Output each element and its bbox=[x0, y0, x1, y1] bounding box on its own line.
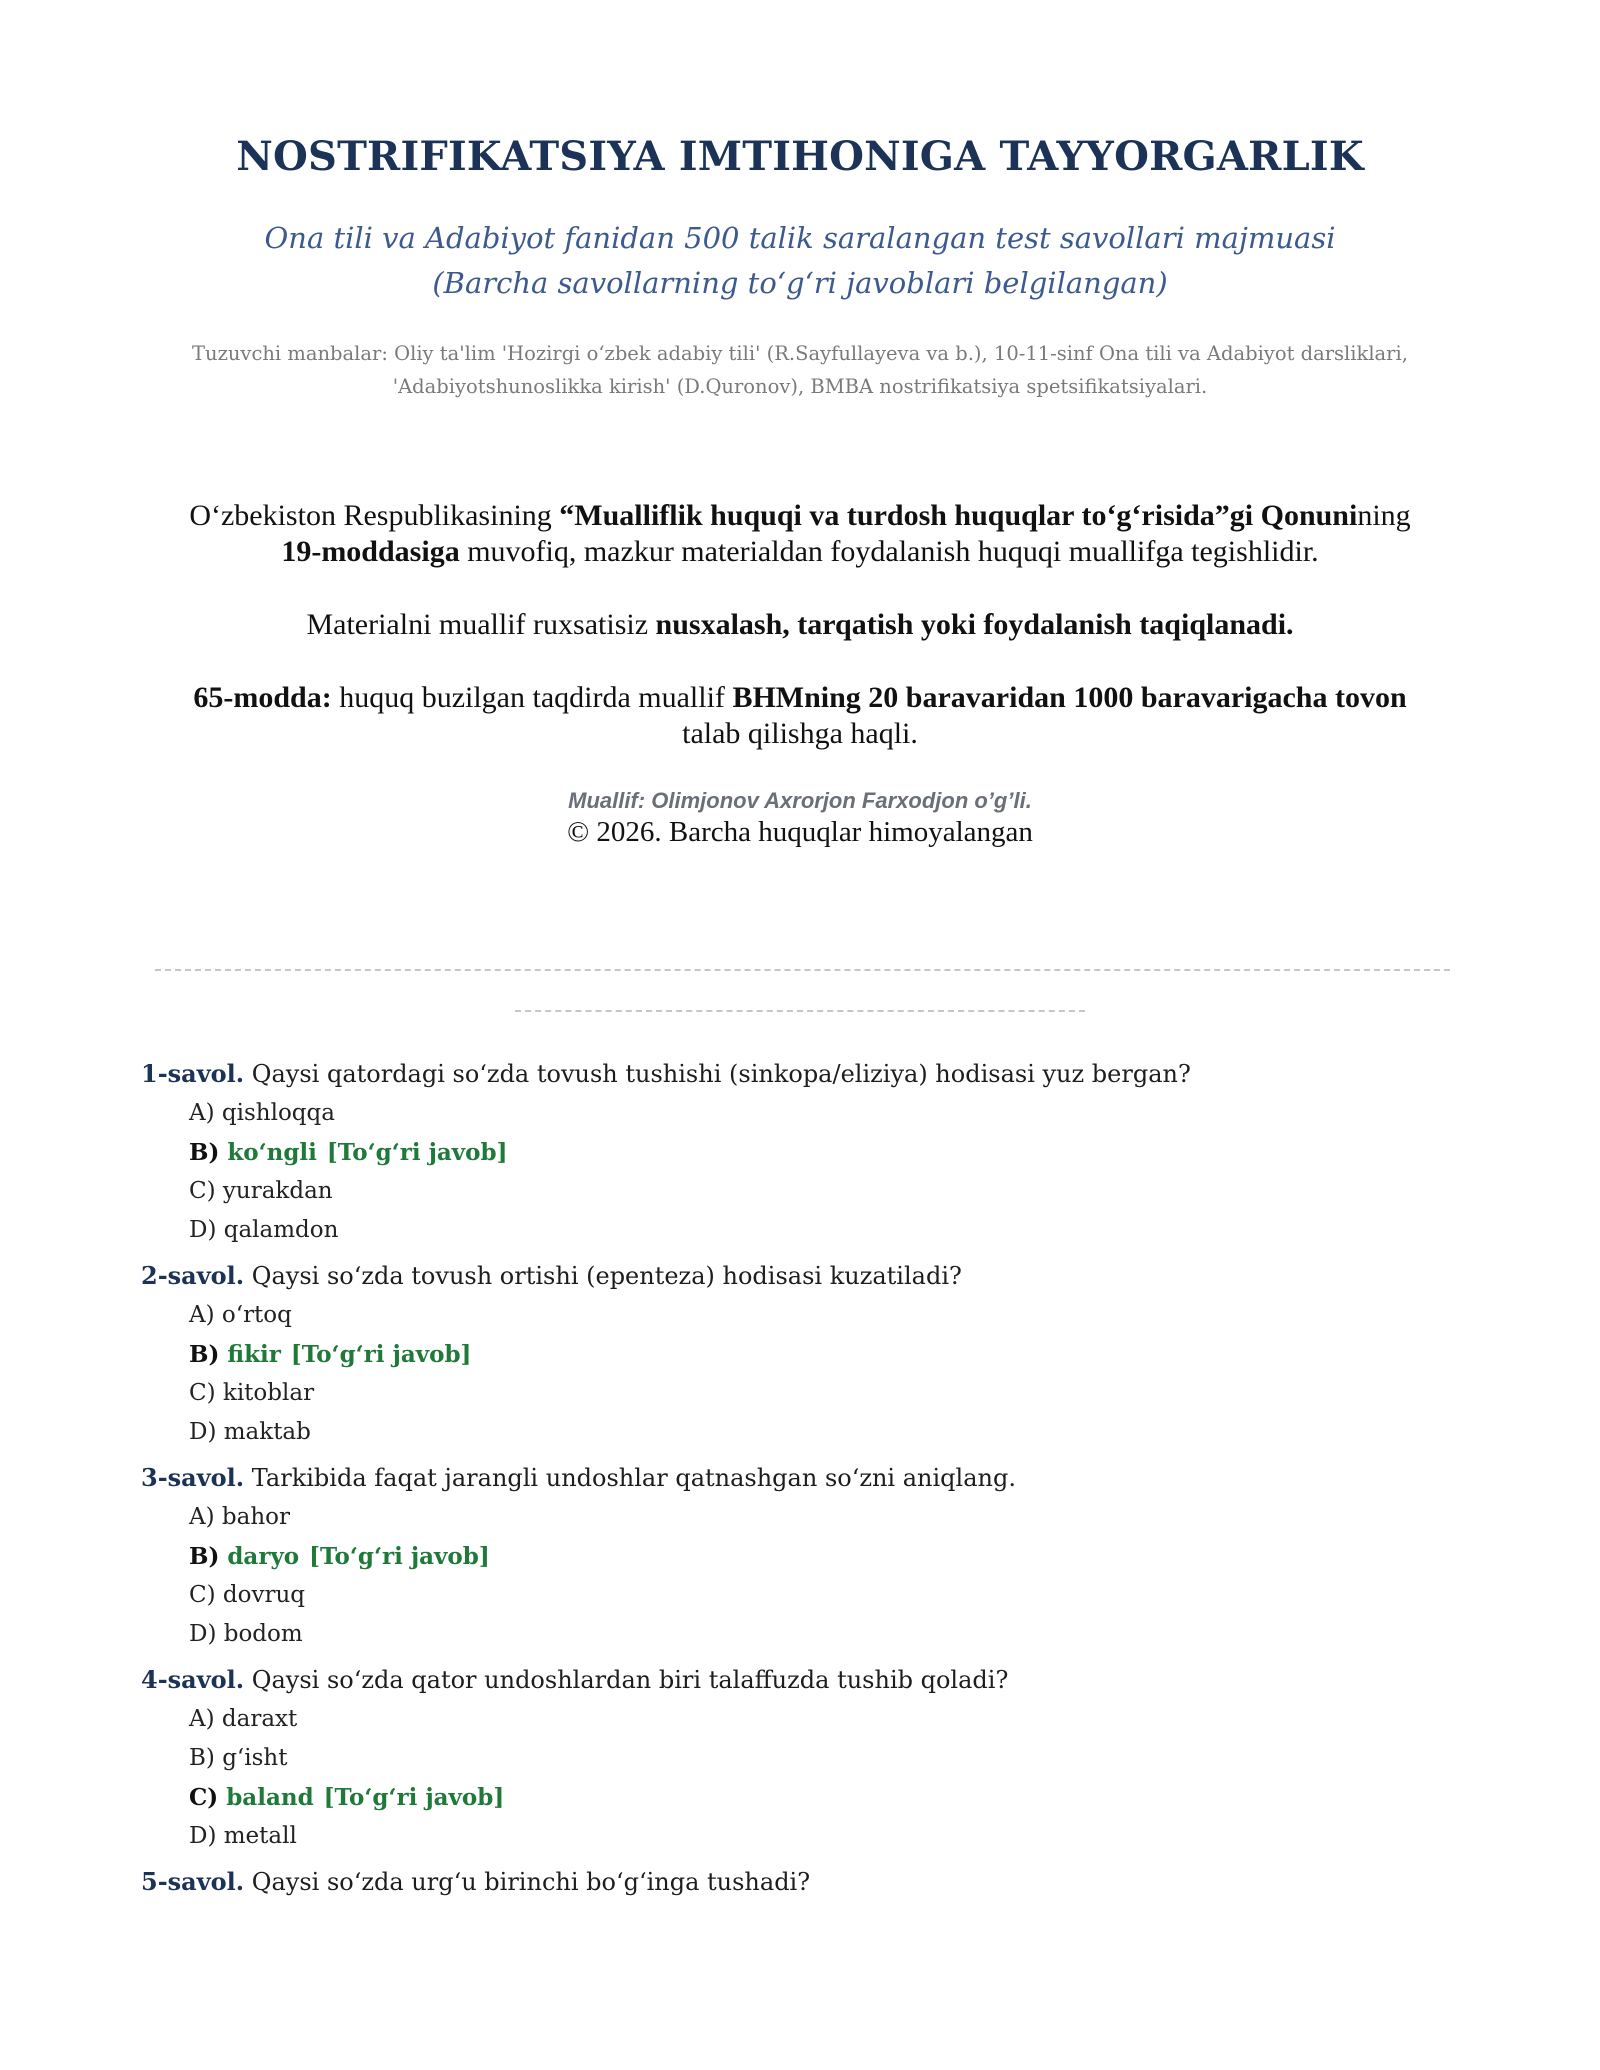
option-text: daryo bbox=[227, 1543, 300, 1570]
dashed-divider bbox=[515, 1010, 1085, 1012]
option-text: qalamdon bbox=[223, 1217, 339, 1243]
author-line: Muallif: Olimjonov Axrorjon Farxodjon o’g’li. bbox=[568, 788, 1032, 813]
question-item bbox=[141, 1256, 1481, 1452]
option-text: yurakdan bbox=[222, 1178, 333, 1204]
answer-option bbox=[189, 1817, 1481, 1856]
document-subtitle-note: (Barcha savollarning to‘g‘ri javoblari belgilangan) bbox=[432, 266, 1168, 300]
option-text: kitoblar bbox=[222, 1380, 315, 1406]
option-letter: C) bbox=[189, 1582, 216, 1608]
option-text: daraxt bbox=[221, 1706, 298, 1732]
answer-option bbox=[189, 1576, 1481, 1615]
answer-option-correct bbox=[189, 1537, 1481, 1576]
option-text: fikir bbox=[227, 1341, 281, 1368]
question-body: Qaysi so‘zda urg‘u birinchi bo‘g‘inga tushadi? bbox=[244, 1868, 811, 1896]
legal-text: ning bbox=[1357, 499, 1411, 532]
question-item bbox=[141, 1054, 1481, 1250]
option-letter: A) bbox=[189, 1302, 215, 1328]
legal-text: talab qilishga haqli. bbox=[682, 717, 918, 750]
question-text bbox=[141, 1458, 1481, 1498]
answer-option bbox=[189, 1296, 1481, 1335]
correct-answer-tag: [To‘g‘ri javob] bbox=[290, 1341, 472, 1368]
prohibition-text: nusxalash, tarqatish yoki foydalanish taqiqlanadi. bbox=[655, 608, 1294, 641]
question-item bbox=[141, 1862, 1481, 1902]
prohibition-paragraph bbox=[120, 607, 1480, 643]
answer-option bbox=[189, 1700, 1481, 1739]
option-letter: B) bbox=[189, 1341, 220, 1368]
article-ref: 19-moddasiga bbox=[281, 535, 460, 568]
question-text bbox=[141, 1256, 1481, 1296]
penalty-paragraph bbox=[120, 680, 1480, 752]
question-number: 5-savol. bbox=[141, 1867, 245, 1896]
option-letter: B) bbox=[189, 1543, 220, 1570]
question-body: Qaysi so‘zda qator undoshlardan biri talaffuzda tushib qoladi? bbox=[244, 1666, 1009, 1694]
option-letter: B) bbox=[189, 1139, 220, 1166]
question-body: Qaysi so‘zda tovush ortishi (epenteza) hodisasi kuzatiladi? bbox=[244, 1262, 962, 1290]
question-body: Tarkibida faqat jarangli undoshlar qatnashgan so‘zni aniqlang. bbox=[244, 1464, 1016, 1492]
correct-answer-tag: [To‘g‘ri javob] bbox=[323, 1784, 505, 1811]
sources-line: Tuzuvchi manbalar: Oliy ta'lim 'Hozirgi o‘zbek adabiy tili' (R.Sayfullayeva va b.), 10-11-sinf Ona tili va Adabiyot darsliklari, bbox=[192, 342, 1408, 365]
questions-list bbox=[141, 1054, 1481, 1908]
copyright-line: © 2026. Barcha huquqlar himoyalangan bbox=[567, 816, 1033, 848]
question-number: 3-savol. bbox=[141, 1463, 245, 1492]
answer-option-correct bbox=[189, 1778, 1481, 1817]
option-text: bahor bbox=[221, 1504, 290, 1530]
answer-option-correct bbox=[189, 1335, 1481, 1374]
answer-option bbox=[189, 1172, 1481, 1211]
sources-note bbox=[150, 337, 1450, 403]
option-text: baland bbox=[226, 1784, 314, 1811]
option-letter: D) bbox=[189, 1419, 217, 1445]
option-letter: D) bbox=[189, 1621, 217, 1647]
legal-text: Materialni muallif ruxsatisiz bbox=[306, 608, 656, 641]
option-letter: D) bbox=[189, 1217, 217, 1243]
option-text: maktab bbox=[223, 1419, 311, 1445]
option-letter: C) bbox=[189, 1178, 216, 1204]
option-letter: D) bbox=[189, 1823, 217, 1849]
option-letter: C) bbox=[189, 1380, 216, 1406]
option-letter: A) bbox=[189, 1100, 215, 1126]
question-text bbox=[141, 1660, 1481, 1700]
question-item bbox=[141, 1458, 1481, 1654]
option-text: qishloqqa bbox=[221, 1100, 335, 1126]
question-number: 1-savol. bbox=[141, 1059, 245, 1088]
option-text: ko‘ngli bbox=[227, 1139, 317, 1166]
dashed-divider bbox=[155, 969, 1450, 971]
answer-option-correct bbox=[189, 1133, 1481, 1172]
option-text: metall bbox=[223, 1823, 297, 1849]
legal-text: muvofiq, mazkur materialdan foydalanish huquqi muallifga tegishlidir. bbox=[459, 535, 1319, 568]
document-subtitle: Ona tili va Adabiyot fanidan 500 talik saralangan test savollari majmuasi bbox=[264, 221, 1336, 255]
option-letter: A) bbox=[189, 1504, 215, 1530]
option-letter: C) bbox=[189, 1784, 219, 1811]
option-text: o‘rtoq bbox=[221, 1302, 292, 1328]
question-number: 4-savol. bbox=[141, 1665, 245, 1694]
question-text bbox=[141, 1862, 1481, 1902]
question-item bbox=[141, 1660, 1481, 1856]
option-text: bodom bbox=[223, 1621, 303, 1647]
legal-text: O‘zbekiston Respublikasining bbox=[189, 499, 560, 532]
law-name: “Mualliflik huquqi va turdosh huquqlar to‘g‘risida”gi Qonuni bbox=[559, 499, 1358, 532]
option-text: g‘isht bbox=[222, 1745, 288, 1771]
article-ref: 65-modda: bbox=[193, 681, 332, 714]
option-text: dovruq bbox=[222, 1582, 305, 1608]
answer-option bbox=[189, 1413, 1481, 1452]
question-number: 2-savol. bbox=[141, 1261, 245, 1290]
correct-answer-tag: [To‘g‘ri javob] bbox=[309, 1543, 490, 1570]
copyright-law-paragraph bbox=[120, 498, 1480, 570]
legal-text: huquq buzilgan taqdirda muallif bbox=[331, 681, 733, 714]
correct-answer-tag: [To‘g‘ri javob] bbox=[326, 1139, 508, 1166]
sources-line: 'Adabiyotshunoslikka kirish' (D.Quronov), BMBA nostrifikatsiya spetsifikatsiyalari. bbox=[392, 375, 1208, 398]
answer-option bbox=[189, 1374, 1481, 1413]
answer-option bbox=[189, 1739, 1481, 1778]
answer-option bbox=[189, 1094, 1481, 1133]
question-text bbox=[141, 1054, 1481, 1094]
penalty-text: BHMning 20 baravaridan 1000 baravarigacha tovon bbox=[732, 681, 1407, 714]
question-body: Qaysi qatordagi so‘zda tovush tushishi (sinkopa/eliziya) hodisasi yuz bergan? bbox=[244, 1060, 1191, 1088]
document-title: NOSTRIFIKATSIYA IMTIHONIGA TAYYORGARLIK bbox=[236, 133, 1364, 180]
answer-option bbox=[189, 1498, 1481, 1537]
answer-option bbox=[189, 1211, 1481, 1250]
option-letter: A) bbox=[189, 1706, 215, 1732]
option-letter: B) bbox=[189, 1745, 215, 1771]
answer-option bbox=[189, 1615, 1481, 1654]
